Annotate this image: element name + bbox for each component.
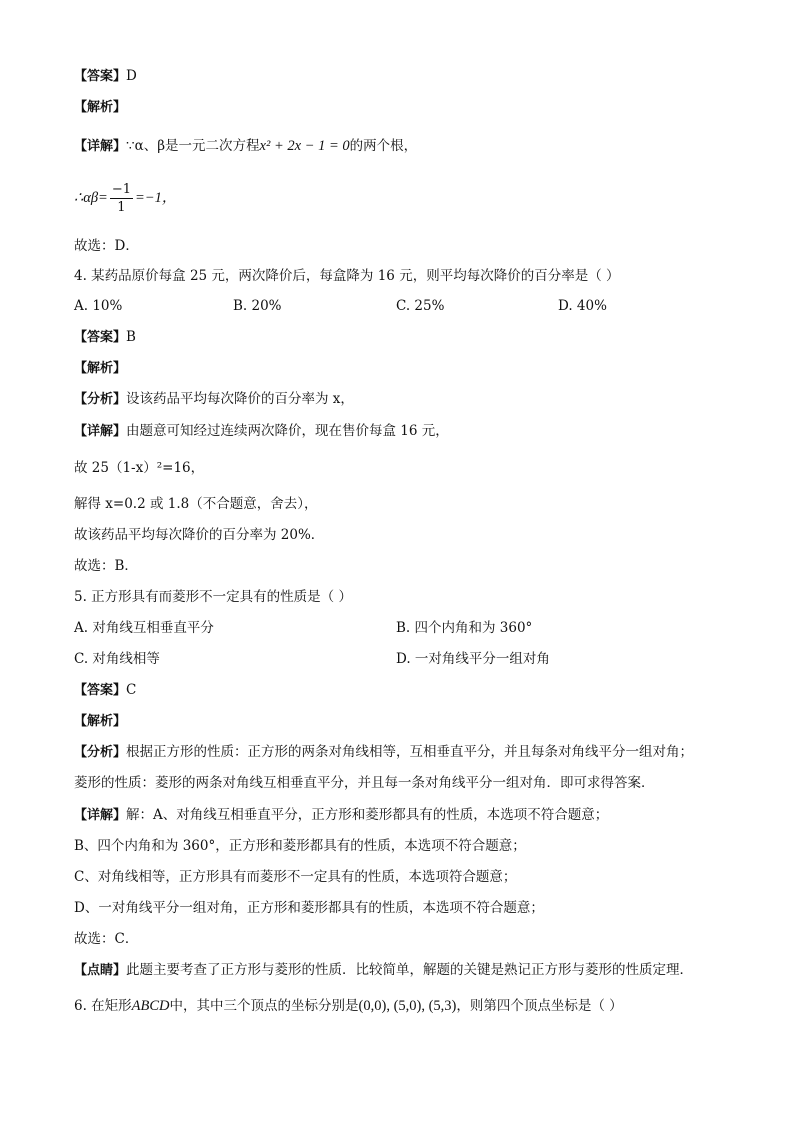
product-prefix: ∴αβ= — [74, 190, 108, 206]
q3-product-line — [74, 180, 176, 216]
points: (0,0), (5,0), (5,3) — [358, 998, 457, 1014]
q5-step-b: B、四个内角和为 360°，正方形和菱形都具有的性质，本选项不符合题意； — [74, 838, 526, 854]
q5-option-a: A. 对角线互相垂直平分 — [74, 620, 214, 636]
answer-value: B — [126, 329, 136, 345]
q4-step-3: 故该药品平均每次降价的百分率为 20%． — [74, 527, 325, 543]
q3-analysis-tag: 【解析】 — [74, 100, 127, 115]
q5-step-d: D、一对角线平分一组对角，正方形和菱形都具有的性质，本选项不符合题意； — [74, 900, 544, 916]
detail-text: ∵α、β是一元二次方程 — [126, 138, 260, 154]
rect-name: ABCD — [131, 998, 170, 1014]
q3-detail-line: 【详解】∵α、β是一元二次方程x² + 2x − 1 = 0的两个根， — [74, 138, 418, 154]
q5-option-d: D. 一对角线平分一组对角 — [396, 651, 550, 667]
q5-analysis-line-2: 菱形的性质：菱形的两条对角线互相垂直平分，并且每一条对角线平分一组对角．即可求得答案． — [74, 775, 655, 791]
q4-step-1: 故 25（1-x）²=16， — [74, 460, 205, 476]
q4-answer-line: 【答案】B — [74, 329, 136, 345]
answer-value: C — [126, 682, 137, 698]
q5-choose: 故选：C． — [74, 931, 139, 947]
answer-tag: 【答案】 — [74, 69, 127, 84]
q5-answer-line: 【答案】C — [74, 682, 137, 698]
q5-question: 5. 正方形具有而菱形不一定具有的性质是（ ） — [74, 589, 352, 605]
q3-answer-line — [74, 66, 137, 87]
q4-analysis-line: 【分析】设该药品平均每次降价的百分率为 x， — [74, 391, 354, 407]
q5-analysis-line-1: 【分析】根据正方形的性质：正方形的两条对角线相等，互相垂直平分，并且每条对角线平分一组对角； — [74, 744, 694, 760]
fraction: $\frac{-1}{1}$ — [111, 182, 132, 215]
q4-option-d: D. 40% — [558, 298, 607, 314]
q5-detail-line: 【详解】解：A、对角线互相垂直平分，正方形和菱形都具有的性质，本选项不符合题意； — [74, 807, 609, 823]
q4-detail-line: 【详解】由题意可知经过连续两次降价，现在售价每盒 16 元， — [74, 423, 449, 439]
q6-question: 6. 在矩形ABCD中，其中三个顶点的坐标分别是(0,0), (5,0), (5,3)，则第四个顶点坐标是（ ） — [74, 998, 623, 1014]
q3-choose: 故选：D． — [74, 238, 139, 254]
detail-tag: 【详解】 — [74, 139, 127, 154]
q5-step-c: C、对角线相等，正方形具有而菱形不一定具有的性质，本选项符合题意； — [74, 869, 517, 885]
q4-analysis-tag: 【解析】 — [74, 361, 127, 376]
q5-comment-line: 【点睛】此题主要考查了正方形与菱形的性质．比较简单，解题的关键是熟记正方形与菱形的性质定理． — [74, 962, 694, 978]
q4-step-2: 解得 x=0.2 或 1.8（不合题意，舍去）， — [74, 496, 318, 512]
q4-option-a: A. 10% — [74, 298, 123, 314]
q4-question: 4. 某药品原价每盒 25 元，两次降价后，每盒降为 16 元，则平均每次降价的百分率是（ ） — [74, 268, 620, 284]
q4-option-c: C. 25% — [396, 298, 445, 314]
product-suffix: =−1， — [135, 190, 177, 206]
q4-choose: 故选：B． — [74, 558, 138, 574]
q5-option-c: C. 对角线相等 — [74, 651, 160, 667]
q5-analysis-tag: 【解析】 — [74, 714, 127, 729]
q4-option-b: B. 20% — [233, 298, 282, 314]
q5-option-b: B. 四个内角和为 360° — [396, 620, 533, 636]
answer-value: D — [126, 68, 137, 84]
equation: x² + 2x − 1 = 0 — [259, 138, 350, 154]
